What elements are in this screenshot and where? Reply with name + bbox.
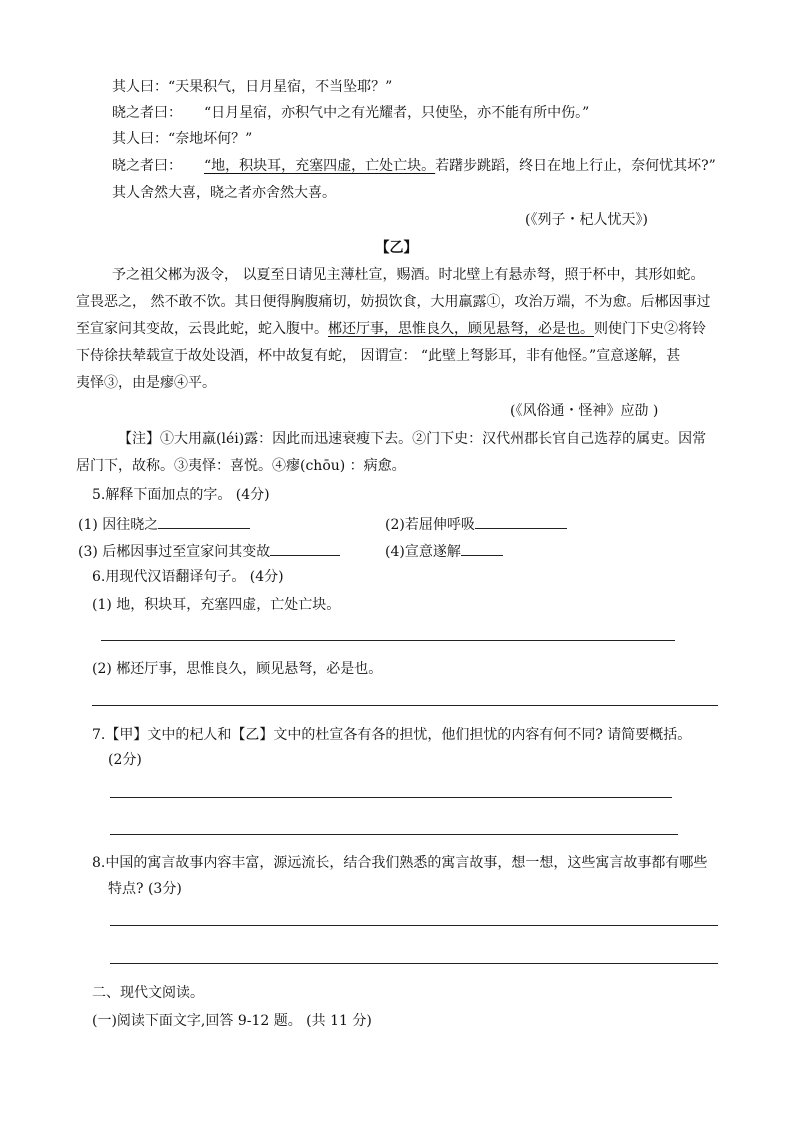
yi-text: 则使门下史②将铃: [594, 321, 706, 337]
q6-item-2: (2) 郴还厅事，思惟良久，顾见悬弩，必是也。: [92, 661, 383, 677]
speech-text: 若躇步跳蹈，终日在地上行止，奈何忧其坏?”: [435, 158, 716, 174]
answer-line[interactable]: [110, 925, 718, 926]
q8-text-2: 特点? (3分): [108, 881, 182, 897]
yi-line-3: [76, 320, 706, 338]
answer-line[interactable]: [110, 963, 718, 964]
notes-line-1: 【注】①大用羸(léi)露：因此而迅速衰瘦下去。②门下史：汉代州郡长官自己选荐的属吏。因常: [118, 431, 707, 447]
jia-line-5: 其人舍然大喜，晓之者亦舍然大喜。: [112, 185, 336, 201]
q5-title: 5.解释下面加点的字。 (4分): [92, 487, 270, 503]
jia-line-2: [112, 104, 589, 122]
answer-blank[interactable]: [270, 541, 340, 556]
speaker-label: 晓之者曰：: [112, 158, 182, 174]
jia-source: (《列子・杞人忧天》): [525, 212, 648, 228]
answer-blank[interactable]: [461, 541, 503, 556]
q5-item-2: [385, 514, 567, 534]
jia-line-1: 其人曰：“天果积气，日月星宿，不当坠耶？”: [112, 79, 393, 95]
q7-text: 7.【甲】文中的杞人和【乙】文中的杜宣各有各的担忧，他们担忧的内容有何不同? 请简要概括。: [92, 727, 692, 743]
q5-item-label: (4)宣意遂解: [385, 544, 461, 560]
speaker-label: 晓之者曰：: [112, 105, 182, 121]
yi-line-1: 予之祖父郴为汲令， 以夏至日请见主薄杜宣，赐酒。时北壁上有悬赤弩，照于杯中，其形如蛇。: [112, 267, 705, 283]
q6-title: 6.用现代汉语翻译句子。 (4分): [92, 569, 284, 585]
section-2-subtitle: (一)阅读下面文字,回答 9-12 题。 (共 11 分): [92, 1013, 372, 1029]
yi-source: (《风俗通・怪神》应劭 ): [510, 403, 659, 419]
q5-item-label: (1) 因往晓之: [78, 517, 159, 533]
yi-line-4: 下侍徐扶辇载宣于故处设酒，杯中故复有蛇， 因谓宣： “此壁上弩影耳，非有他怪。”宣意遂解，甚: [76, 348, 681, 364]
notes-line-2: 居门下，故称。③夷怿：喜悦。④瘳(chōu) ：病愈。: [76, 458, 406, 474]
yi-line-2: 宣畏恶之， 然不敢不饮。其日便得胸腹痛切，妨损饮食，大用羸露①，攻治万端，不为愈。后郴因事过: [76, 294, 711, 310]
q5-item-4: [385, 541, 503, 561]
yi-text: 至宣家问其变故，云畏此蛇，蛇入腹中。: [76, 321, 328, 337]
answer-blank[interactable]: [475, 514, 567, 529]
q8-text: 8.中国的寓言故事内容丰富，源远流长，结合我们熟悉的寓言故事，想一想，这些寓言故事都有哪些: [92, 855, 708, 871]
answer-line[interactable]: [110, 797, 672, 798]
yi-line-5: 夷怿③，由是瘳④平。: [76, 375, 216, 391]
answer-line[interactable]: [101, 640, 675, 641]
yi-heading: 【乙】: [375, 240, 418, 256]
jia-line-4: [112, 157, 716, 175]
q5-item-1: [78, 514, 250, 534]
answer-line[interactable]: [92, 705, 718, 706]
underlined-sentence: 郴还厅事，思惟良久，顾见悬弩，必是也。: [328, 321, 594, 337]
q6-item-1: (1) 地，积块耳，充塞四虚，亡处亡块。: [92, 597, 341, 613]
section-2-title: 二、现代文阅读。: [92, 985, 204, 1001]
q5-item-label: (3) 后郴因事过至宣家问其变故: [78, 544, 271, 560]
speech-text: “日月星宿，亦积气中之有光耀者，只使坠，亦不能有所中伤。”: [204, 105, 590, 121]
q5-item-label: (2)若屈伸呼吸: [385, 517, 475, 533]
answer-blank[interactable]: [158, 514, 250, 529]
answer-line[interactable]: [110, 834, 678, 835]
q7-score: (2分): [108, 752, 142, 768]
underlined-sentence: “地，积块耳，充塞四虚，亡处亡块。: [204, 158, 436, 174]
jia-line-3: 其人曰：“奈地坏何？”: [112, 131, 253, 147]
q5-item-3: [78, 541, 340, 561]
